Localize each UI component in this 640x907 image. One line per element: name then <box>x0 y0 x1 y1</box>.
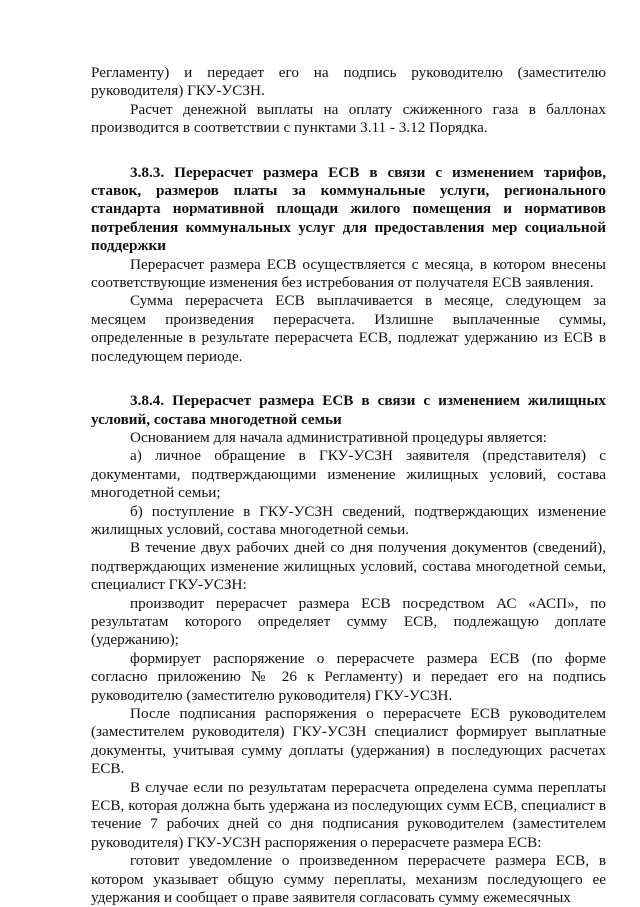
section-heading-3-8-3: 3.8.3. Перерасчет размера ЕСВ в связи с изменением тарифов, ставок, размеров платы за коммунальные услуги, регионального стандарта нормативной площади жилого помещения и нормативов потребления коммунальных услуг для предоставления мер социальной поддержки <box>91 163 606 255</box>
list-item-b: б) поступление в ГКУ-УСЗН сведений, подтверждающих изменение жилищных условий, состава многодетной семьи. <box>91 502 606 538</box>
paragraph-forms-order: формирует распоряжение о перерасчете размера ЕСВ (по форме согласно приложению № 26 к Регламенту) и передает его на подпись руководителю (заместителю руководителя) ГКУ-УСЗН. <box>91 649 606 704</box>
paragraph-two-days: В течение двух рабочих дней со дня получения документов (сведений), подтверждающих изменение жилищных условий, состава многодетной семьи, специалист ГКУ-УСЗН: <box>91 539 606 594</box>
paragraph-continuation: Регламенту) и передает его на подпись руководителю (заместителю руководителя) ГКУ-УСЗН. <box>91 64 606 100</box>
paragraph-performs-recalc: производит перерасчет размера ЕСВ посредством АС «АСП», по результатам которого определяет сумму ЕСВ, подлежащую доплате (удержанию); <box>91 594 606 649</box>
paragraph-basis: Основанием для начала административной процедуры является: <box>130 428 548 446</box>
list-item-a: а) личное обращение в ГКУ-УСЗН заявителя (представителя) с документами, подтверждающими изменение жилищных условий, состава многодетной семьи; <box>91 447 606 502</box>
paragraph-recalc-sum: Сумма перерасчета ЕСВ выплачивается в месяце, следующем за месяцем произведения перерасчета. Излишне выплаченные суммы, определенные в результате перерасчета ЕСВ, подлежат удержанию из ЕСВ в последующем периоде. <box>91 292 606 365</box>
section-heading-3-8-4: 3.8.4. Перерасчет размера ЕСВ в связи с изменением жилищных условий, состава многодетной семьи <box>91 392 606 428</box>
paragraph-gas-payment: Расчет денежной выплаты на оплату сжиженного газа в баллонах производится в соответствии с пунктами 3.11 - 3.12 Порядка. <box>91 100 606 137</box>
paragraph-notification: готовит уведомление о произведенном перерасчете размера ЕСВ, в котором указывает общую сумму переплаты, механизм последующего ее удержания и сообщает о праве заявителя согласовать сумму ежемесячных <box>91 852 606 907</box>
paragraph-recalc-start: Перерасчет размера ЕСВ осуществляется с месяца, в котором внесены соответствующие изменения без истребования от получателя ЕСВ заявления. <box>91 255 606 292</box>
paragraph-overpayment: В случае если по результатам перерасчета определена сумма переплаты ЕСВ, которая должна быть удержана из последующих сумм ЕСВ, специалист в течение 7 рабочих дней со дня подписания руководителем (заместителем руководителя) ГКУ-УСЗН распоряжения о перерасчете размера ЕСВ: <box>91 778 606 851</box>
paragraph-after-signing: После подписания распоряжения о перерасчете ЕСВ руководителем (заместителем руководителя) ГКУ-УСЗН специалист формирует выплатные документы, учитывая сумму доплаты (удержания) в последующих расчетах ЕСВ. <box>91 705 606 778</box>
